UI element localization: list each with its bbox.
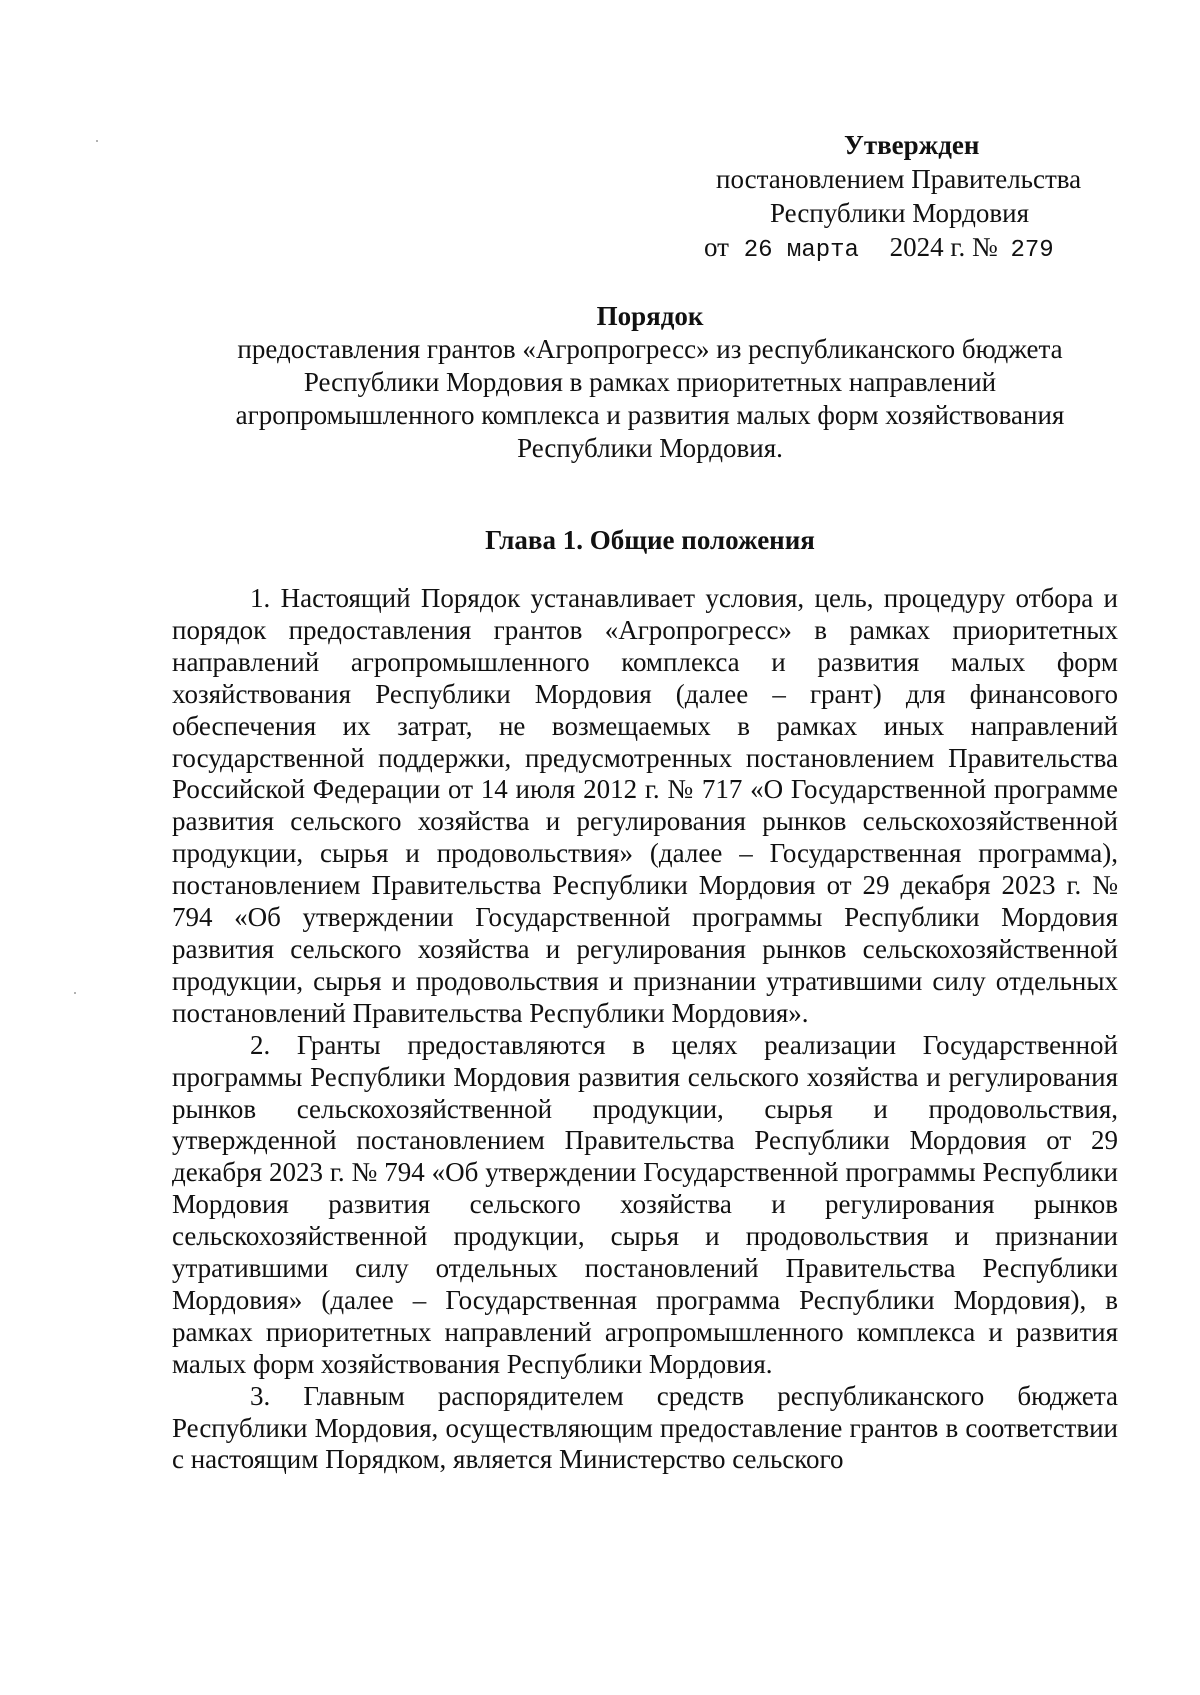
document-subtitle-line: Республики Мордовия. bbox=[517, 433, 783, 463]
chapter-heading: Глава 1. Общие положения bbox=[485, 525, 815, 555]
paragraph-2: 2. Гранты предоставляются в целях реализации Государственной программы Республики Мордовия развития сельского хозяйства и регулирования рынков сельскохозяйственной продукции, сырья и продовольствия, утвержденной постановлением Правительства Республики Мордовия от 29 декабря 2023 г. № 794 «Об утверждении Государственной программы Республики Мордовия развития сельского хозяйства и регулирования рынков сельскохозяйственной продукции, сырья и продовольствия и признании утратившими силу отдельных постановлений Правительства Республики Мордовия» (далее – Государственная программа Республики Мордовия), в рамках приоритетных направлений агропромышленного комплекса и развития малых форм хозяйствования Республики Мордовия. bbox=[172, 1029, 1118, 1379]
document-subtitle-line: предоставления грантов «Агропрогресс» из республиканского бюджета bbox=[237, 334, 1063, 364]
document-title: Порядок bbox=[596, 301, 704, 331]
approval-issuer-line: постановлением Правительства bbox=[716, 164, 1082, 194]
scan-speck bbox=[96, 140, 98, 142]
approval-title: Утвержден bbox=[844, 130, 980, 160]
scan-speck bbox=[74, 992, 76, 994]
approval-number: 279 bbox=[1010, 237, 1054, 264]
document-subtitle-line: Республики Мордовия в рамках приоритетных направлений bbox=[303, 367, 997, 397]
paragraph-3: 3. Главным распорядителем средств республиканского бюджета Республики Мордовия, осуществляющим предоставление грантов в соответствии с настоящим Порядком, является Министерство сельского bbox=[172, 1380, 1118, 1475]
document-title-block bbox=[140, 300, 1160, 465]
approval-date-line bbox=[704, 230, 1054, 268]
document-subtitle-line: агропромышленного комплекса и развития малых форм хозяйствования bbox=[235, 400, 1065, 430]
approval-date-day-month: 26 марта bbox=[743, 237, 859, 264]
approval-date-prefix: от bbox=[704, 232, 729, 262]
paragraph-1: 1. Настоящий Порядок устанавливает условия, цель, процедуру отбора и порядок предоставления грантов «Агропрогресс» в рамках приоритетных направлений агропромышленного комплекса и развития малых форм хозяйствования Республики Мордовия (далее – грант) для финансового обеспечения их затрат, не возмещаемых в рамках иных направлений государственной поддержки, предусмотренных постановлением Правительства Российской Федерации от 14 июля 2012 г. № 717 «О Государственной программе развития сельского хозяйства и регулирования рынков сельскохозяйственной продукции, сырья и продовольствия» (далее – Государственная программа), постановлением Правительства Республики Мордовия от 29 декабря 2023 г. № 794 «Об утверждении Государственной программы Республики Мордовия развития сельского хозяйства и регулирования рынков сельскохозяйственной продукции, сырья и продовольствия и признании утратившими силу отдельных постановлений Правительства Республики Мордовия». bbox=[172, 583, 1118, 1028]
approval-date-year: 2024 г. № bbox=[889, 232, 998, 262]
approval-republic-line: Республики Мордовия bbox=[770, 198, 1030, 228]
document-body bbox=[172, 583, 1118, 1476]
